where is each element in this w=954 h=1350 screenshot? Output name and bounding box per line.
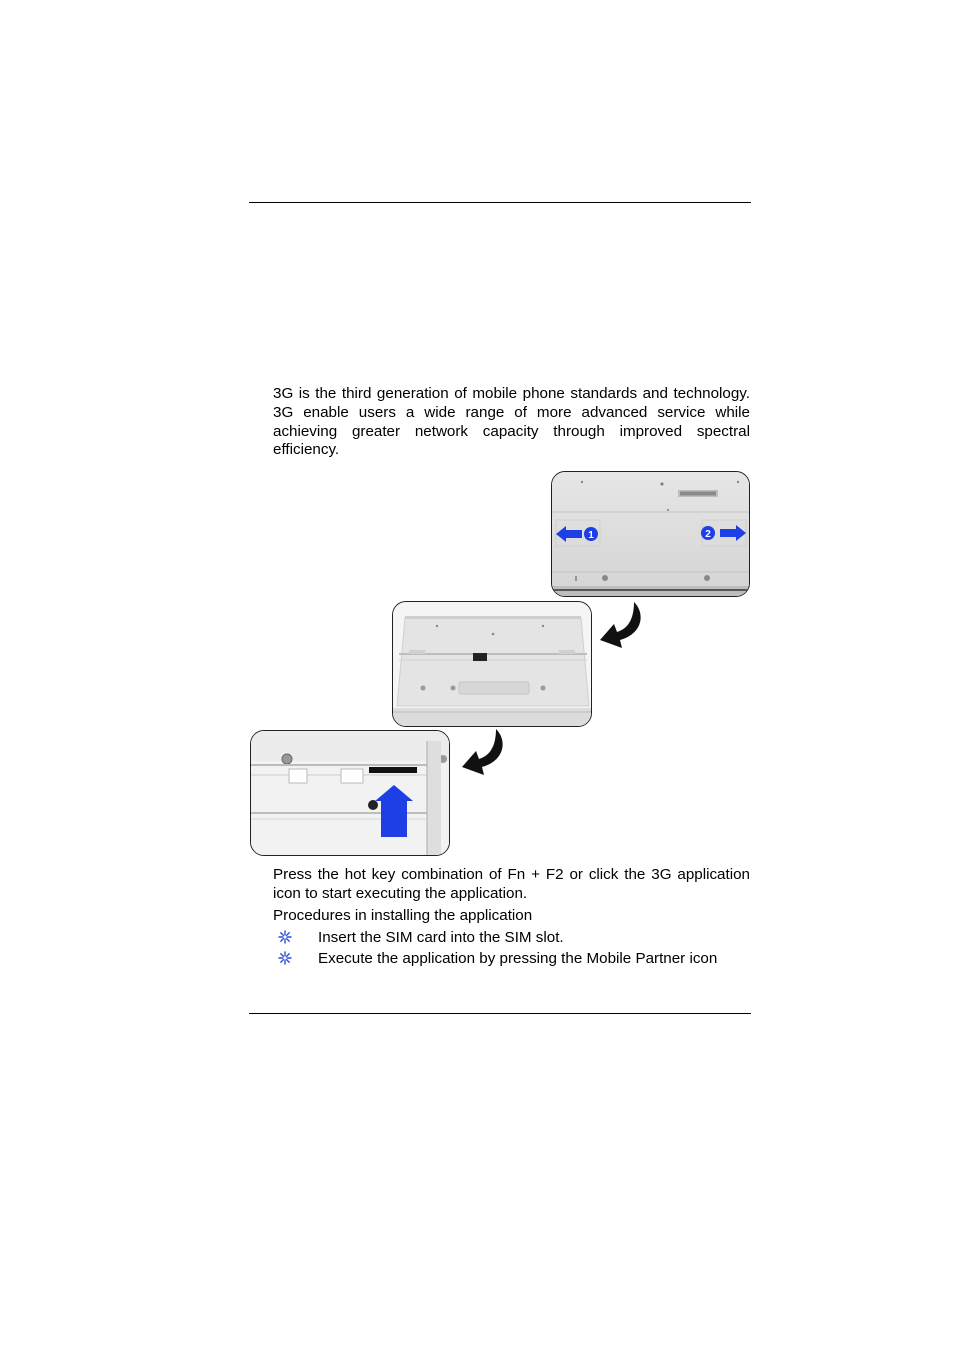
curved-arrow-icon — [460, 727, 512, 783]
footer-rule — [249, 1013, 751, 1014]
list-item-label: Execute the application by pressing the Mobile Partner icon — [318, 950, 718, 967]
svg-text:2: 2 — [705, 529, 711, 540]
list-item-label: Insert the SIM card into the SIM slot. — [318, 929, 564, 946]
photo-bottom-cover — [551, 471, 750, 597]
header-rule — [249, 202, 751, 203]
instruction-paragraph: Press the hot key combination of Fn + F2 or click the 3G application icon to start executing the application. — [273, 866, 750, 902]
curved-arrow-icon — [598, 600, 650, 656]
svg-text:1: 1 — [588, 530, 594, 541]
procedures-heading: Procedures in installing the application — [273, 907, 533, 924]
bullet-star-icon — [278, 930, 292, 944]
intro-paragraph: 3G is the third generation of mobile phone standards and technology. 3G enable users a wide range of more advanced service while achieving greater network capacity through improved spectral efficiency. — [273, 385, 750, 459]
bullet-star-icon — [278, 951, 292, 965]
photo-open-compartment — [392, 601, 592, 727]
photo-sim-slot — [250, 730, 450, 856]
